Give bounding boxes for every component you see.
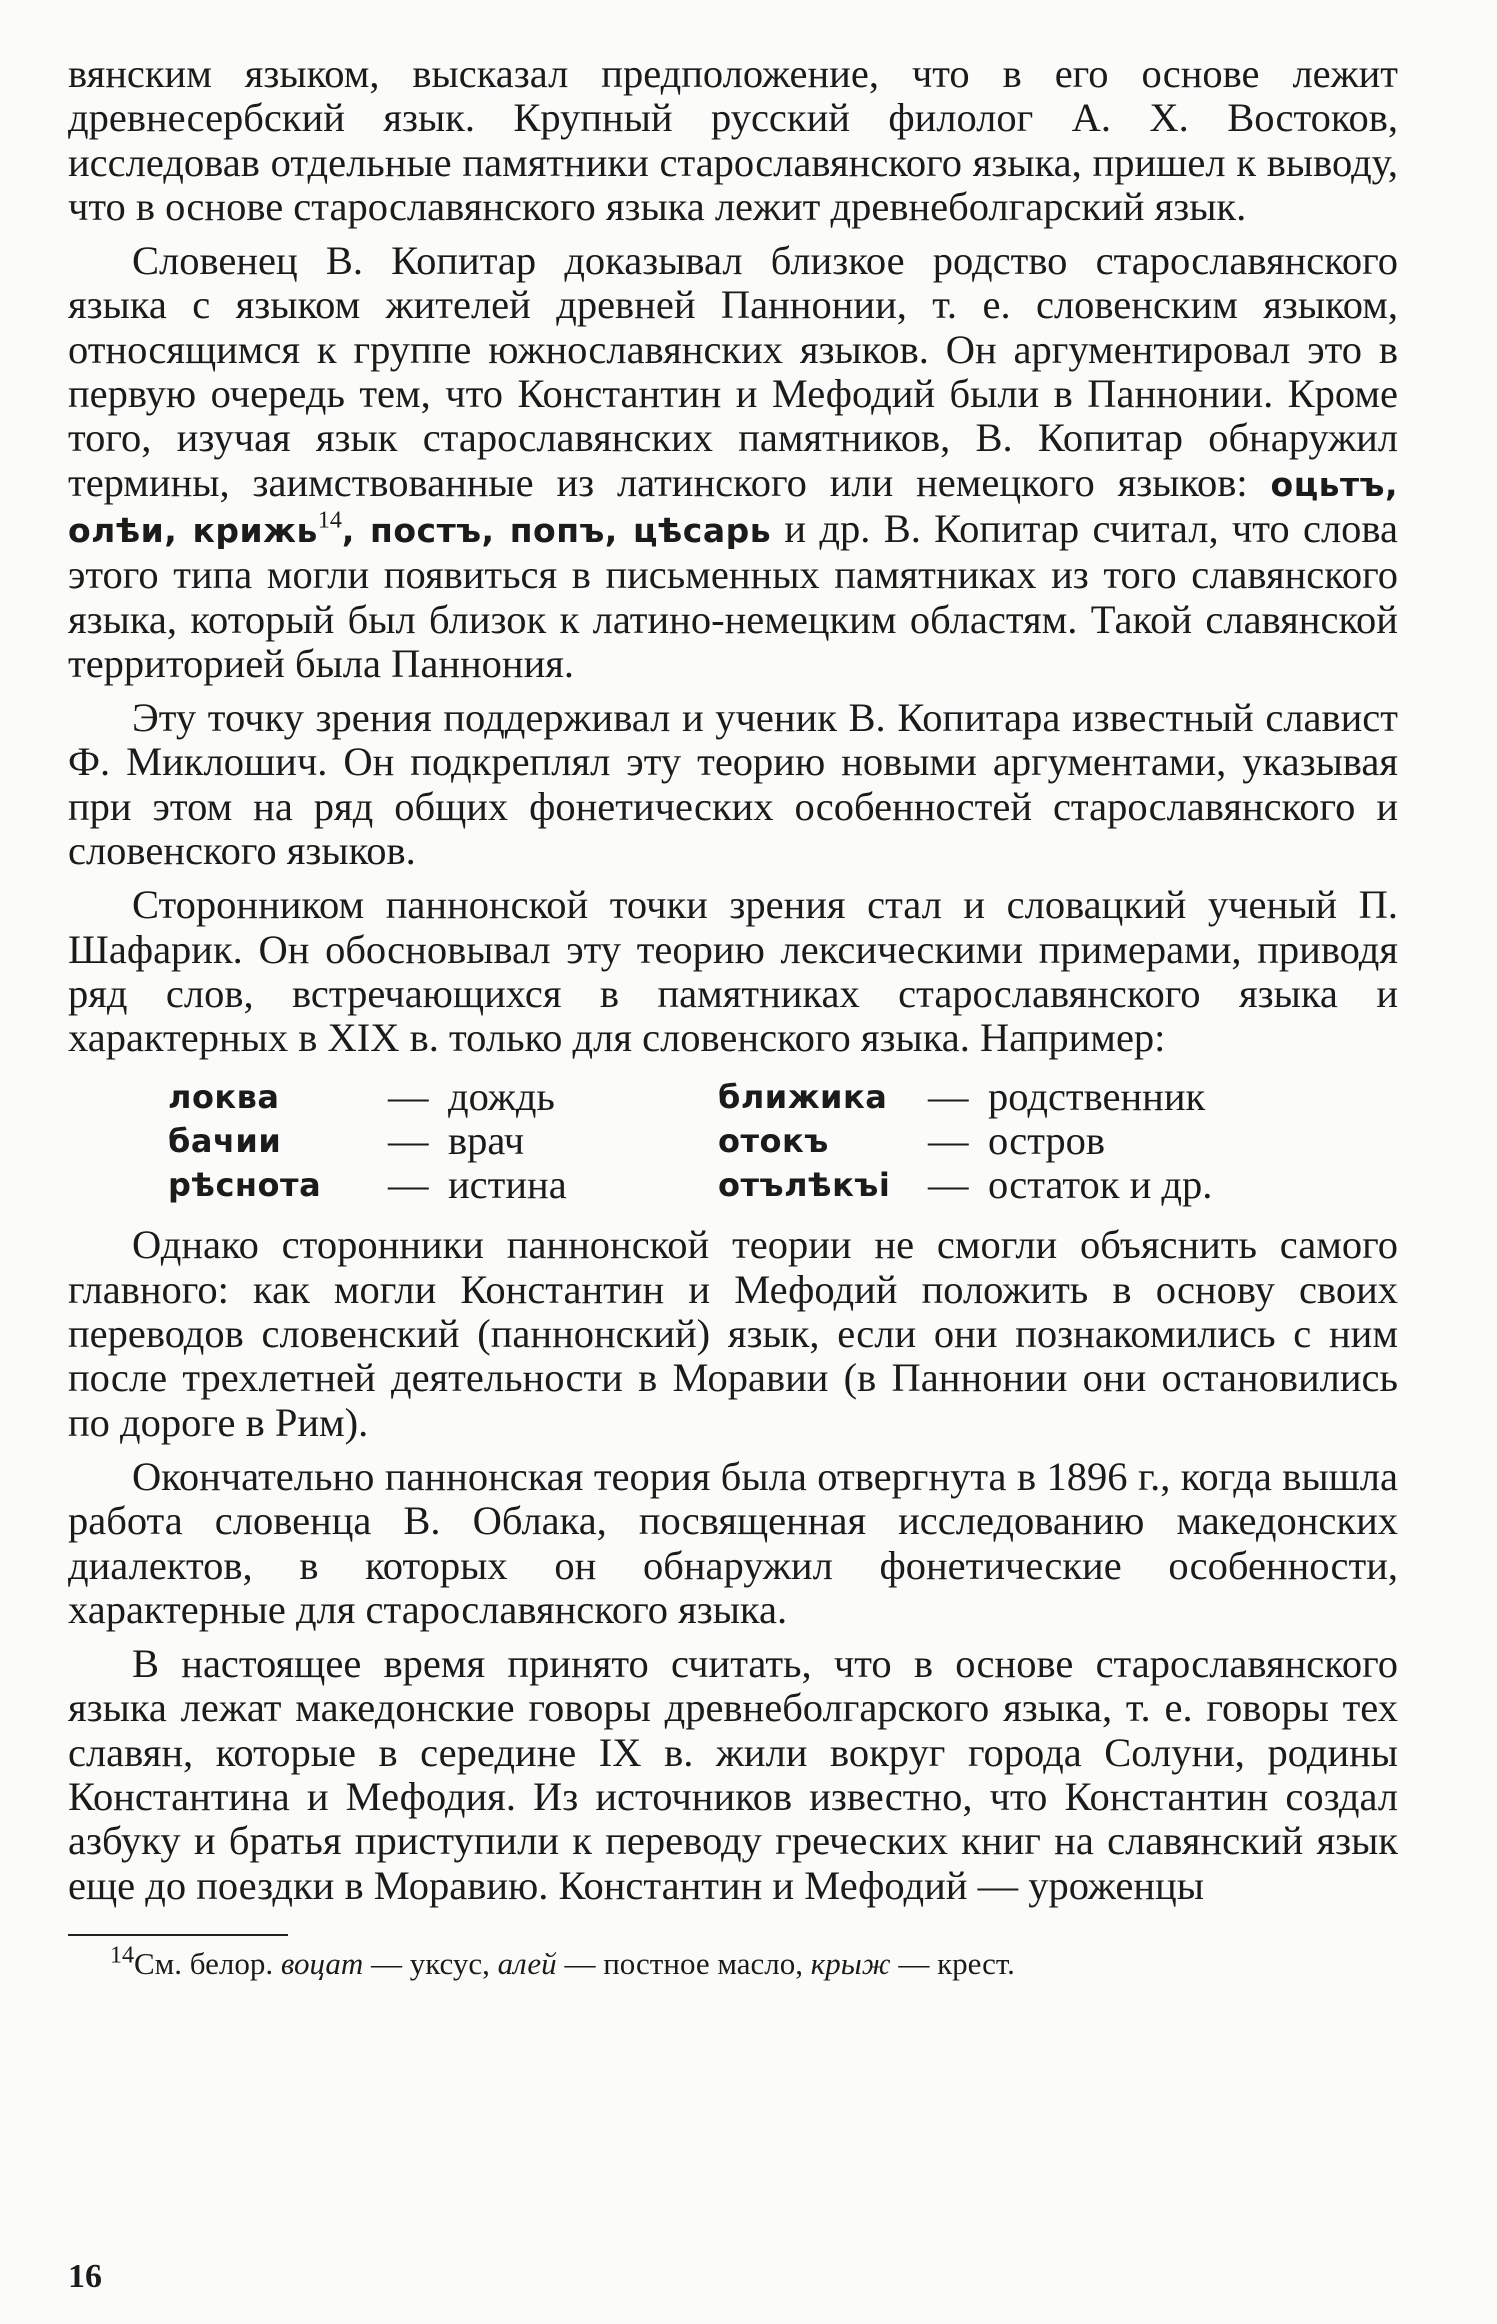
example-dash: —	[388, 1073, 429, 1119]
footnote-ref[interactable]: 14	[317, 507, 342, 534]
footnote-gloss-2: — постное масло,	[556, 1945, 811, 1981]
example-gloss: врач	[448, 1117, 525, 1163]
old-slavonic-terms-2: , постъ, попъ, цѣсарь	[341, 510, 772, 550]
example-dash: —	[928, 1117, 969, 1163]
footnote-word-1: воцат	[280, 1945, 364, 1981]
example-gloss: дождь	[448, 1073, 555, 1119]
example-gloss: истина	[448, 1162, 567, 1208]
example-slav-word: ближика	[718, 1077, 888, 1116]
footnote-gloss-3: — крест.	[890, 1945, 1015, 1981]
footnote-word-2: алей	[497, 1945, 557, 1981]
example-slav-word: отълѣкъі	[718, 1166, 891, 1205]
paragraph-3: Эту точку зрения поддерживал и ученик В. Копитара известный славист Ф. Миклошич. Он подкреплял эту теорию новыми аргументами, указывая при этом на ряд общих фонетических особенностей старославянского и словенского языков.	[68, 695, 1398, 874]
example-dash: —	[388, 1117, 429, 1163]
example-dash: —	[928, 1162, 969, 1208]
paragraph-2	[68, 239, 1398, 686]
example-slav-word: локва	[168, 1077, 280, 1116]
old-slavonic-terms-1: оцьтъ, олѣи, крижь	[68, 464, 1398, 550]
paragraph-2-tail: и др. В. Копитар считал, что слова этого типа могли появиться в письменных памятниках из того славянского языка, который был близок к латино-немецким областям. Такой славянской территорией была Паннония.	[68, 505, 1398, 686]
paragraph-2-text: Словенец В. Копитар доказывал близкое родство старославянского языка с языком жителей древней Паннонии, т. е. словенским языком, относящимся к группе южнославянских языков. Он аргументировал это в первую очередь тем, что Константин и Мефодий были в Паннонии. Кроме того, изучая язык старославянских памятников, В. Копитар обнаружил термины, заимствованные из латинского или немецкого языков:	[68, 238, 1398, 505]
footnote-word-3: крыж	[810, 1945, 891, 1981]
example-dash: —	[928, 1073, 969, 1119]
footnote-gloss-1: — уксус,	[363, 1945, 498, 1981]
paragraph-1: вянским языком, высказал предположение, что в его основе лежит древнесербский язык. Крупный русский филолог А. Х. Востоков, исследовав отдельные памятники старославянского языка, пришел к выводу, что в основе старославянского языка лежит древнеболгарский язык.	[68, 51, 1398, 229]
example-slav-word: отокъ	[718, 1121, 829, 1160]
example-slav-word: рѣснота	[168, 1166, 322, 1205]
page-number: 16	[68, 2258, 102, 2295]
page-body	[68, 52, 1398, 1984]
paragraph-6: Окончательно паннонская теория была отвергнута в 1896 г., когда вышла работа словенца В. Облака, посвященная исследованию македонских диалектов, в которых он обнаружил фонетические особенности, характерные для старославянского языка.	[68, 1453, 1398, 1632]
example-gloss: остаток и др.	[988, 1162, 1213, 1208]
paragraph-5: Однако сторонники паннонской теории не смогли объяснить самого главного: как могли Константин и Мефодий положить в основу своих переводов словенский (паннонский) язык, если они познакомились с ним после трехлетней деятельности в Моравии (в Паннонии они остановились по дороге в Рим).	[68, 1222, 1398, 1445]
example-dash: —	[388, 1162, 429, 1208]
footnote-divider	[68, 1934, 288, 1936]
footnote-lead: См. белор.	[134, 1945, 274, 1981]
paragraph-4: Сторонником паннонской точки зрения стал и словацкий ученый П. Шафарик. Он обосновывал эту теорию лексическими примерами, приводя ряд слов, встречающихся в памятниках старославянского языка и характерных в XIX в. только для словенского языка. Например:	[68, 882, 1398, 1061]
footnote-number: 14	[110, 1942, 134, 1969]
examples-table	[168, 1075, 1398, 1208]
example-gloss: остров	[988, 1117, 1106, 1163]
paragraph-7: В настоящее время принято считать, что в основе старославянского языка лежат македонские говоры древнеболгарского языка, т. е. говоры тех славян, которые в середине IX в. жили вокруг города Солуни, родины Константина и Мефодия. Из источников известно, что Константин создал азбуку и братья приступили к переводу греческих книг на славянский язык еще до поездки в Моравию. Константин и Мефодий — уроженцы	[68, 1641, 1398, 1908]
example-slav-word: бачии	[168, 1121, 282, 1160]
footnote	[110, 1944, 1398, 1984]
example-gloss: родственник	[988, 1073, 1206, 1119]
